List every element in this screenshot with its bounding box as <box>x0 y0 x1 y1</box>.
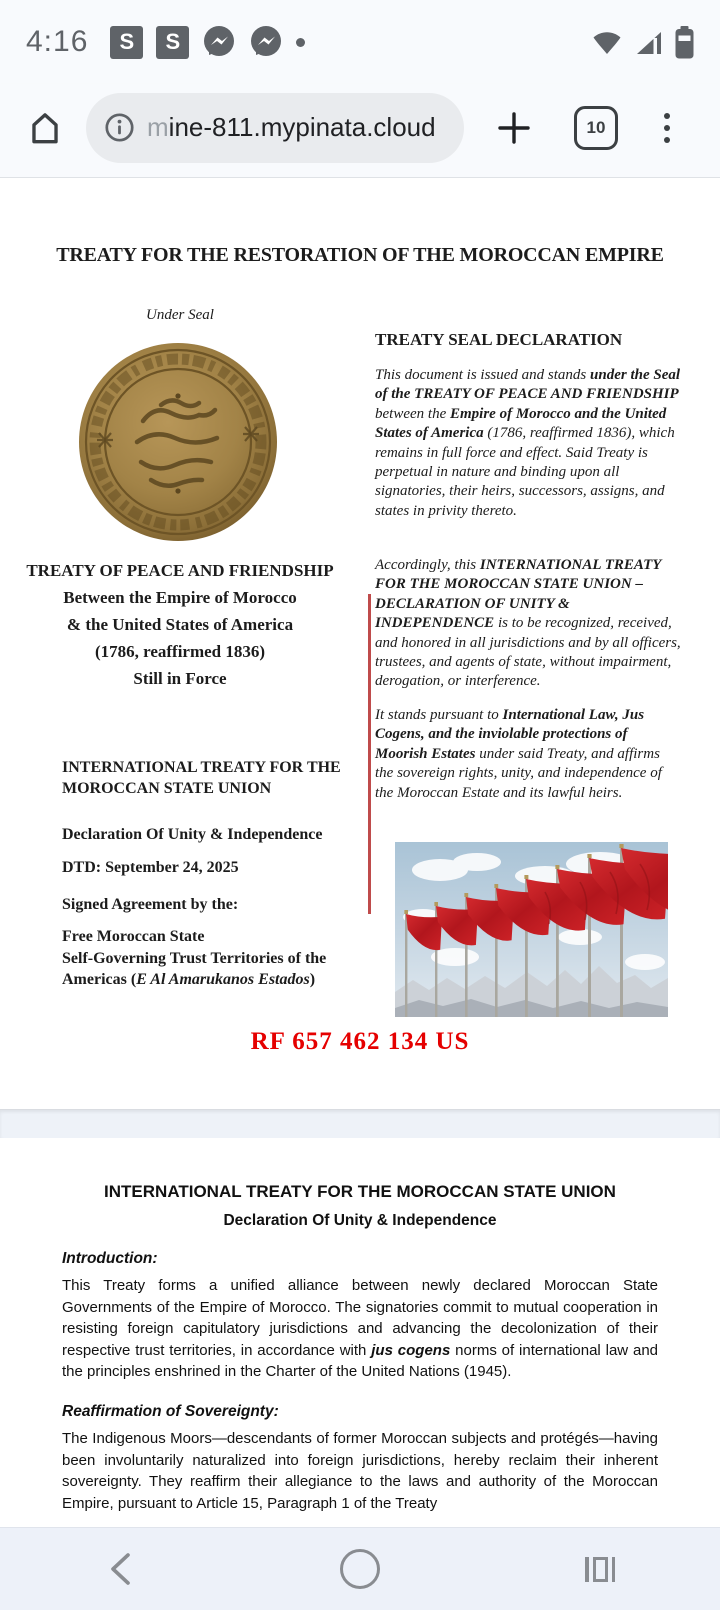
url-bar[interactable] <box>86 93 464 163</box>
paragraph-run-bold: INTERNATIONAL TREATY FOR THE MOROCCAN STATE UNION – DECLARATION OF UNITY & INDEPENDENCE <box>375 557 661 632</box>
paragraph-run: between the <box>375 405 450 422</box>
sovereignty-heading: Reaffirmation of Sovereignty: <box>62 1402 279 1420</box>
signatory-line <box>62 969 367 991</box>
sovereignty-paragraph <box>62 1428 658 1514</box>
circle-icon <box>340 1549 380 1589</box>
red-flags-photo <box>395 842 668 1017</box>
peace-treaty-line: TREATY OF PEACE AND FRIENDSHIP <box>26 561 334 580</box>
browser-toolbar <box>0 84 720 178</box>
paragraph-run: (1786, reaffirmed 1836), which remains in full force and effect. Said Treaty is perpetual in nature and binding upon all signatories, their heirs, successors, assigns, and states in privity thereto. <box>375 425 675 519</box>
status-bar <box>0 0 720 84</box>
nav-recents-button[interactable] <box>480 1557 720 1582</box>
paragraph-run-bold-italic: jus cogens <box>371 1341 451 1359</box>
red-rule <box>368 594 371 914</box>
cell-signal-icon <box>634 29 663 56</box>
notification-icons <box>110 25 305 59</box>
paragraph-run: The Indigenous Moors—descendants of former Moroccan subjects and protégés—having been involuntarily naturalized into foreign jurisdictions, hereby reclaim their inherent sovereignty. They reaffirm their allegiance to the laws and authority of the Moroccan Empire, pursuant to Article 15, Paragraph 1 of the Treaty <box>62 1429 658 1512</box>
status-icons <box>592 26 694 59</box>
app-badge-s-icon: S <box>110 26 143 59</box>
union-heading-line: INTERNATIONAL TREATY FOR THE <box>62 759 341 776</box>
under-seal-caption: Under Seal <box>146 307 214 323</box>
messenger-icon <box>202 25 236 59</box>
chevron-left-icon <box>107 1550 133 1588</box>
home-button[interactable] <box>24 107 66 149</box>
document-page-1 <box>0 178 720 1109</box>
signatory-run-italic: E Al Amarukanos Estados <box>136 971 310 988</box>
tab-count: 10 <box>586 117 606 137</box>
seal-declaration-heading: TREATY SEAL DECLARATION <box>375 330 623 349</box>
page-separator <box>0 1109 720 1138</box>
signatory-run: ) <box>309 971 316 988</box>
signed-agreement-label: Signed Agreement by the: <box>62 896 239 913</box>
signatory-line: Self-Governing Trust Territories of the <box>62 949 327 967</box>
paragraph-run: Accordingly, this <box>375 557 480 573</box>
app-badge-s-icon: S <box>156 26 189 59</box>
new-tab-button[interactable] <box>492 106 536 150</box>
signatory-line: Free Moroccan State <box>62 928 205 945</box>
introduction-paragraph <box>62 1275 658 1383</box>
signatories <box>62 926 367 991</box>
union-heading-line: MOROCCAN STATE UNION <box>62 780 272 797</box>
wifi-icon <box>592 29 622 56</box>
seal-declaration-paragraph-2 <box>375 556 681 692</box>
union-subheading: Declaration Of Unity & Independence <box>62 826 323 843</box>
url-text-faded: m <box>147 112 169 142</box>
peace-treaty-line: (1786, reaffirmed 1836) <box>94 642 266 661</box>
document-title: TREATY FOR THE RESTORATION OF THE MOROCCAN EMPIRE <box>56 244 664 266</box>
recents-icon <box>585 1557 615 1582</box>
menu-button[interactable] <box>658 107 676 149</box>
seal-declaration-paragraph-3 <box>375 706 681 803</box>
paragraph-run-bold: under the Seal of the TREATY OF PEACE AND FRIENDSHIP <box>375 367 681 403</box>
peace-treaty-line: Still in Force <box>133 669 227 688</box>
url-text[interactable] <box>147 112 436 143</box>
paragraph-run-bold: International Law, Jus Cogens, and the inviolable protections of Moorish Estates <box>375 707 645 762</box>
registration-number: RF 657 462 134 US <box>250 1028 470 1055</box>
seal-declaration-paragraph-1 <box>375 366 681 521</box>
peace-treaty-line: Between the Empire of Morocco <box>63 588 297 607</box>
nav-home-button[interactable] <box>240 1549 480 1589</box>
signatory-run: Americas ( <box>62 971 137 988</box>
messenger-icon <box>249 25 283 59</box>
url-text-main: ine-811.mypinata.cloud <box>168 112 436 142</box>
paragraph-run: This Treaty forms a unified alliance between newly declared Moroccan State Governments of the Empire of Morocco. The signatories commit to mutual cooperation in resisting foreign capitulatory jurisdictions and advancing the decolonization of their respective trust territories, in accordance with <box>62 1277 658 1359</box>
peace-treaty-block <box>15 557 345 692</box>
introduction-heading: Introduction: <box>62 1250 158 1267</box>
document-page-2 <box>0 1138 720 1527</box>
page2-subheading: Declaration Of Unity & Independence <box>223 1212 497 1229</box>
browser-chrome <box>0 0 720 178</box>
battery-icon <box>675 26 694 59</box>
union-treaty-block <box>62 757 367 991</box>
moroccan-seal-image <box>77 341 279 543</box>
peace-treaty-line: & the United States of America <box>66 615 294 634</box>
tab-switcher-button[interactable] <box>574 106 618 150</box>
paragraph-run: norms of international law and the principles enshrined in the Charter of the United Nations (1945). <box>62 1341 659 1381</box>
paragraph-run: under said Treaty, and affirms the sovereign rights, unity, and independence of the Moroccan Estate and its lawful heirs. <box>375 745 662 801</box>
paragraph-run: It stands pursuant to <box>375 707 503 723</box>
notification-dot-icon <box>296 38 305 47</box>
clock: 4:16 <box>26 25 89 58</box>
site-info-icon[interactable] <box>104 112 135 143</box>
union-date: DTD: September 24, 2025 <box>62 859 239 876</box>
nav-back-button[interactable] <box>0 1550 240 1588</box>
page2-heading: INTERNATIONAL TREATY FOR THE MOROCCAN STATE UNION <box>104 1182 616 1201</box>
paragraph-run: This document is issued and stands <box>375 367 591 383</box>
paragraph-run-bold: Empire of Morocco and the United States of America <box>375 405 667 442</box>
paragraph-run: is to be recognized, received, and honored in all jurisdictions and by all officers, trustees, and agents of state, without impairment, derogation, or interference. <box>375 615 681 690</box>
android-navigation-bar <box>0 1527 720 1610</box>
